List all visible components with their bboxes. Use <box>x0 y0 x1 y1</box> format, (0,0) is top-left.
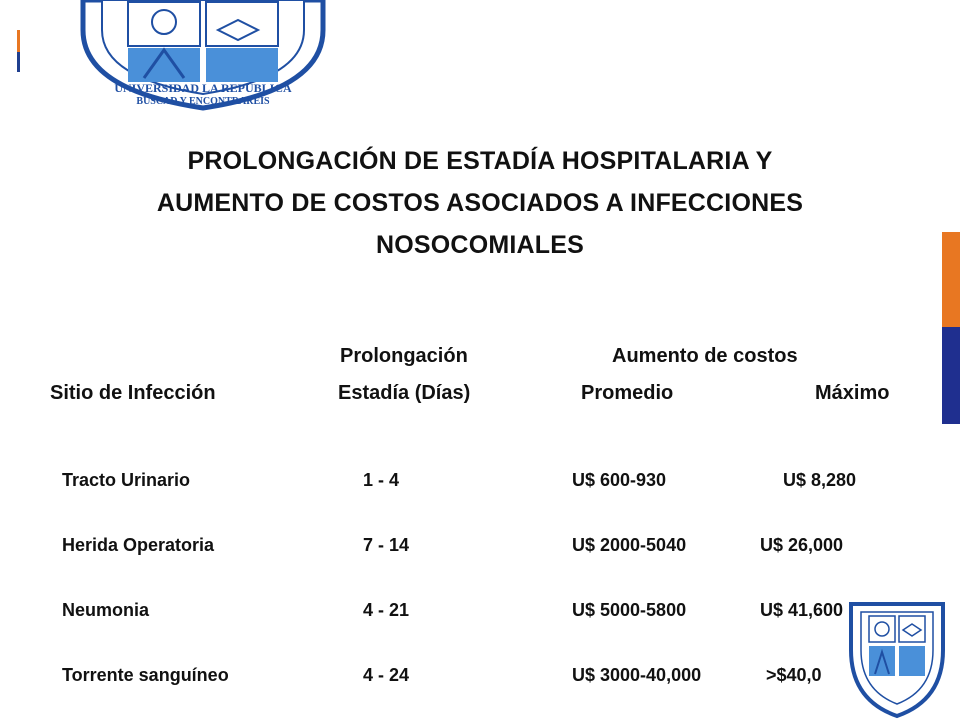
table-row-1-maximo: U$ 8,280 <box>783 470 857 490</box>
table-row-2-maximo: U$ 26,000 <box>760 535 844 555</box>
table-row-2-dias: 7 - 14 <box>363 535 410 555</box>
accent-bar-blue-left <box>17 52 20 72</box>
table-row-4-promedio: U$ 3000-40,000 <box>572 665 702 685</box>
table-row-3-dias: 4 - 21 <box>363 600 410 620</box>
logo-ring-text: UNIVERSIDAD LA REPUBLICA <box>114 81 292 95</box>
table-row-4-maximo: >$40,0 <box>766 665 822 685</box>
university-logo-bottom <box>847 600 947 720</box>
header-prolongacion: Prolongación <box>340 345 468 367</box>
title-line-2: AUMENTO DE COSTOS ASOCIADOS A INFECCIONES <box>156 189 804 217</box>
university-logo-top <box>78 0 328 112</box>
logo-motto: BUSCAD Y ENCONTRAREIS <box>136 96 270 107</box>
table-row-3-sitio: Neumonia <box>62 600 150 620</box>
header-estadia-dias: Estadía (Días) <box>338 382 471 404</box>
table-row-4-sitio: Torrente sanguíneo <box>62 665 229 685</box>
table-row-3-maximo: U$ 41,600 <box>760 600 844 620</box>
table-row-4-dias: 4 - 24 <box>363 665 410 685</box>
table-row-2-sitio: Herida Operatoria <box>62 535 215 555</box>
accent-bar-blue-right <box>942 327 960 424</box>
header-promedio: Promedio <box>581 382 674 404</box>
table-row-1-promedio: U$ 600-930 <box>572 470 667 490</box>
table-row-2-promedio: U$ 2000-5040 <box>572 535 687 555</box>
table-row-3-promedio: U$ 5000-5800 <box>572 600 687 620</box>
table-row-1-sitio: Tracto Urinario <box>62 470 191 490</box>
slide-title <box>60 140 900 266</box>
title-line-3: NOSOCOMIALES <box>376 231 584 259</box>
header-maximo: Máximo <box>815 382 890 404</box>
accent-bar-orange-left <box>17 30 20 52</box>
header-aumento-costos: Aumento de costos <box>612 345 798 367</box>
header-sitio-infeccion: Sitio de Infección <box>50 382 216 404</box>
table-row-1-dias: 1 - 4 <box>363 470 400 490</box>
title-line-1: PROLONGACIÓN DE ESTADÍA HOSPITALARIA Y <box>187 147 773 175</box>
accent-bar-orange-right <box>942 232 960 327</box>
